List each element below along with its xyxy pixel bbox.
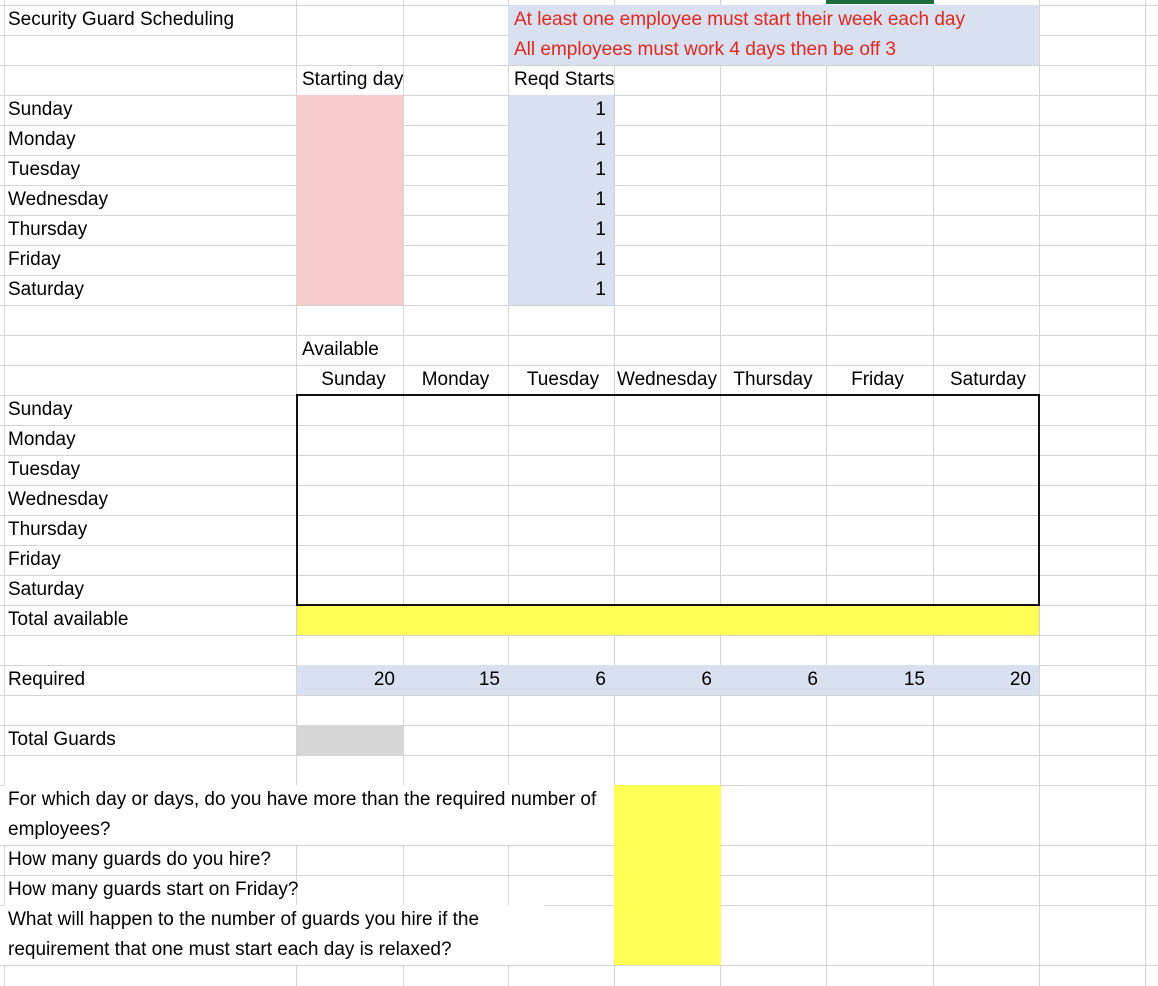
total-guards-cell[interactable]	[297, 725, 403, 755]
day-label-thursday: Thursday	[8, 219, 88, 240]
required-value-wednesday[interactable]: 6	[701, 669, 712, 690]
available-row-sunday: Sunday	[8, 399, 73, 420]
total-guards-label: Total Guards	[8, 729, 116, 750]
available-row-saturday: Saturday	[8, 579, 85, 600]
available-column-thursday: Thursday	[733, 369, 813, 390]
total-available-range[interactable]	[297, 606, 1039, 635]
reqd-start-value[interactable]: 1	[595, 249, 606, 270]
available-column-monday: Monday	[421, 369, 490, 390]
question-relaxed-requirement: What will happen to the number of guards you hire if the requirement that one must start each day is relaxed?	[4, 905, 544, 965]
day-label-friday: Friday	[8, 249, 61, 270]
question-guards-start-friday: How many guards start on Friday?	[8, 879, 299, 900]
reqd-start-value[interactable]: 1	[595, 279, 606, 300]
selected-column-accent	[826, 0, 934, 4]
required-value-thursday[interactable]: 6	[807, 669, 818, 690]
day-label-saturday: Saturday	[8, 279, 85, 300]
available-row-monday: Monday	[8, 429, 76, 450]
starting-day-header: Starting day	[302, 69, 404, 90]
available-column-sunday: Sunday	[321, 369, 386, 390]
answers-range[interactable]	[614, 785, 721, 965]
question-guards-hired: How many guards do you hire?	[8, 849, 271, 870]
reqd-starts-header: Reqd Starts	[514, 69, 615, 90]
note-one-start-each-day: At least one employee must start their week each day	[514, 9, 965, 30]
reqd-start-value[interactable]: 1	[595, 219, 606, 240]
reqd-start-value[interactable]: 1	[595, 189, 606, 210]
sheet-title: Security Guard Scheduling	[8, 9, 235, 30]
reqd-start-value[interactable]: 1	[595, 129, 606, 150]
availability-matrix[interactable]	[296, 394, 1040, 606]
available-column-saturday: Saturday	[949, 369, 1027, 390]
available-column-friday: Friday	[851, 369, 904, 390]
note-four-on-three-off: All employees must work 4 days then be off 3	[514, 39, 896, 60]
required-label: Required	[8, 669, 86, 690]
available-row-tuesday: Tuesday	[8, 459, 81, 480]
day-label-tuesday: Tuesday	[8, 159, 81, 180]
required-value-monday[interactable]: 15	[478, 669, 500, 690]
reqd-start-value[interactable]: 1	[595, 159, 606, 180]
required-value-saturday[interactable]: 20	[1009, 669, 1031, 690]
available-row-wednesday: Wednesday	[8, 489, 108, 510]
reqd-start-value[interactable]: 1	[595, 99, 606, 120]
required-value-sunday[interactable]: 20	[373, 669, 395, 690]
required-value-friday[interactable]: 15	[903, 669, 925, 690]
available-row-thursday: Thursday	[8, 519, 88, 540]
day-label-monday: Monday	[8, 129, 76, 150]
starting-day-input-range[interactable]	[297, 95, 403, 305]
total-available-label: Total available	[8, 609, 129, 630]
available-column-tuesday: Tuesday	[526, 369, 600, 390]
day-label-sunday: Sunday	[8, 99, 73, 120]
day-label-wednesday: Wednesday	[8, 189, 108, 210]
available-column-wednesday: Wednesday	[617, 369, 717, 390]
required-value-tuesday[interactable]: 6	[595, 669, 606, 690]
question-more-than-required: For which day or days, do you have more than the required number of employees?	[4, 785, 614, 845]
available-label: Available	[302, 339, 379, 360]
available-row-friday: Friday	[8, 549, 61, 570]
